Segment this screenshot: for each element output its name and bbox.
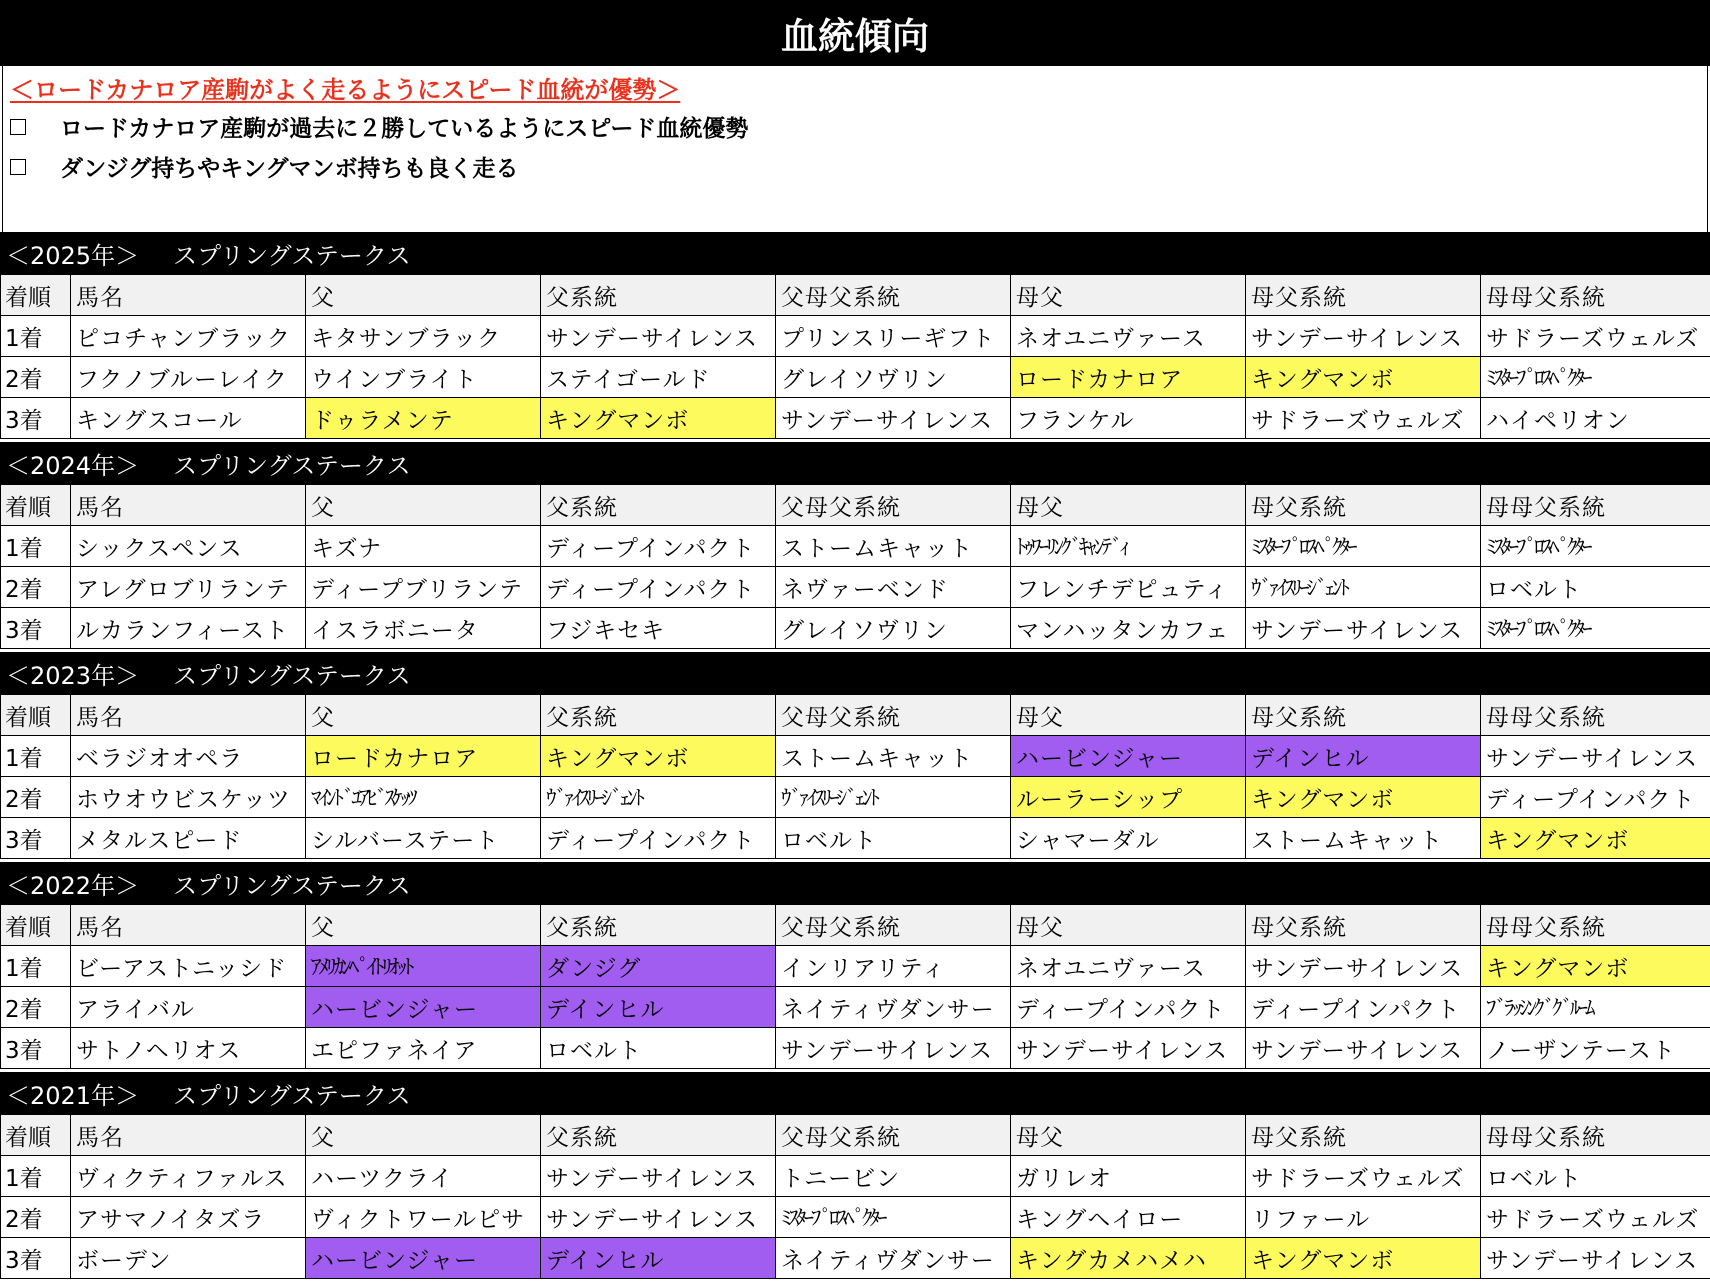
- pedigree-cell: ハービンジャー: [1011, 736, 1246, 777]
- pedigree-table: [0, 274, 1710, 439]
- pedigree-cell: キングマンボ: [1481, 818, 1710, 859]
- pedigree-cell: フレンチデピュティ: [1011, 567, 1246, 608]
- column-header: 父母父系統: [776, 485, 1011, 526]
- pedigree-cell: サンデーサイレンス: [541, 316, 776, 357]
- column-header: 母父: [1011, 905, 1246, 946]
- column-header: 着順: [1, 695, 71, 736]
- pedigree-cell: ネオユニヴァース: [1011, 946, 1246, 987]
- table-row: [1, 398, 1710, 439]
- rank-cell: 1着: [1, 526, 71, 567]
- year-header-bar: [0, 442, 1710, 484]
- column-header: 父母父系統: [776, 1115, 1011, 1156]
- horse-name-cell: アライバル: [71, 987, 306, 1028]
- table-row: [1, 987, 1710, 1028]
- race-name: スプリングステークス: [173, 451, 411, 480]
- column-header: 着順: [1, 275, 71, 316]
- table-row: [1, 1197, 1710, 1238]
- pedigree-cell: キングマンボ: [541, 736, 776, 777]
- column-header: 母父: [1011, 275, 1246, 316]
- pedigree-cell: ディープインパクト: [1481, 777, 1710, 818]
- race-name: スプリングステークス: [173, 1081, 411, 1110]
- horse-name-cell: ホウオウビスケッツ: [71, 777, 306, 818]
- pedigree-cell: プリンスリーギフト: [776, 316, 1011, 357]
- table-header-row: [1, 275, 1710, 316]
- pedigree-cell: ﾐｽﾀｰﾌﾟﾛｽﾍﾟｸﾀｰ: [1481, 608, 1710, 649]
- column-header: 父母父系統: [776, 695, 1011, 736]
- checkbox-icon: [10, 159, 26, 175]
- table-row: [1, 1238, 1710, 1279]
- pedigree-cell: ｱﾒﾘｶﾝﾍﾟｲﾄﾘｵｯﾄ: [306, 946, 541, 987]
- pedigree-cell: ルーラーシップ: [1011, 777, 1246, 818]
- pedigree-cell: リファール: [1246, 1197, 1481, 1238]
- horse-name-cell: キングスコール: [71, 398, 306, 439]
- rank-cell: 2着: [1, 567, 71, 608]
- pedigree-cell: キングヘイロー: [1011, 1197, 1246, 1238]
- column-header: 着順: [1, 1115, 71, 1156]
- rank-cell: 3着: [1, 608, 71, 649]
- pedigree-cell: グレイソヴリン: [776, 608, 1011, 649]
- column-header: 父: [306, 695, 541, 736]
- rank-cell: 3着: [1, 818, 71, 859]
- note-text: ロードカナロア産駒が過去に２勝しているようにスピード血統優勢: [60, 116, 749, 142]
- column-header: 母父: [1011, 1115, 1246, 1156]
- pedigree-cell: サンデーサイレンス: [541, 1156, 776, 1197]
- pedigree-cell: ｳﾞｧｲｽﾘｰｼﾞｪﾝﾄ: [541, 777, 776, 818]
- year-label: ＜2021年＞: [6, 1081, 140, 1110]
- table-row: [1, 736, 1710, 777]
- horse-name-cell: アサマノイタズラ: [71, 1197, 306, 1238]
- table-header-row: [1, 1115, 1710, 1156]
- table-row: [1, 357, 1710, 398]
- rank-cell: 3着: [1, 398, 71, 439]
- pedigree-cell: ディープインパクト: [1011, 987, 1246, 1028]
- horse-name-cell: サトノヘリオス: [71, 1028, 306, 1069]
- column-header: 母母父系統: [1481, 905, 1710, 946]
- pedigree-cell: ディープブリランテ: [306, 567, 541, 608]
- year-block: [0, 652, 1710, 859]
- table-row: [1, 818, 1710, 859]
- pedigree-cell: キングマンボ: [1246, 777, 1481, 818]
- pedigree-cell: キズナ: [306, 526, 541, 567]
- pedigree-cell: ｳﾞｧｲｽﾘｰｼﾞｪﾝﾄ: [1246, 567, 1481, 608]
- horse-name-cell: アレグロブリランテ: [71, 567, 306, 608]
- pedigree-cell: インリアリティ: [776, 946, 1011, 987]
- pedigree-cell: ストームキャット: [1246, 818, 1481, 859]
- column-header: 父: [306, 905, 541, 946]
- pedigree-cell: シルバーステート: [306, 818, 541, 859]
- column-header: 馬名: [71, 695, 306, 736]
- year-block: [0, 442, 1710, 649]
- year-label: ＜2022年＞: [6, 871, 140, 900]
- pedigree-cell: ロードカナロア: [1011, 357, 1246, 398]
- pedigree-cell: サンデーサイレンス: [776, 1028, 1011, 1069]
- pedigree-cell: ガリレオ: [1011, 1156, 1246, 1197]
- table-row: [1, 1156, 1710, 1197]
- pedigree-cell: ﾐｽﾀｰﾌﾟﾛｽﾍﾟｸﾀｰ: [1481, 526, 1710, 567]
- pedigree-cell: ステイゴールド: [541, 357, 776, 398]
- pedigree-cell: ディープインパクト: [541, 567, 776, 608]
- table-row: [1, 526, 1710, 567]
- column-header: 母父系統: [1246, 695, 1481, 736]
- race-name: スプリングステークス: [173, 871, 411, 900]
- column-header: 父: [306, 485, 541, 526]
- pedigree-cell: キングカメハメハ: [1011, 1238, 1246, 1279]
- year-header-bar: [0, 1072, 1710, 1114]
- pedigree-cell: ドゥラメンテ: [306, 398, 541, 439]
- race-name: スプリングステークス: [173, 661, 411, 690]
- column-header: 父系統: [541, 905, 776, 946]
- column-header: 着順: [1, 485, 71, 526]
- column-header: 父系統: [541, 485, 776, 526]
- pedigree-cell: ロードカナロア: [306, 736, 541, 777]
- column-header: 着順: [1, 905, 71, 946]
- pedigree-cell: ネヴァーベンド: [776, 567, 1011, 608]
- year-label: ＜2024年＞: [6, 451, 140, 480]
- horse-name-cell: ヴィクティファルス: [71, 1156, 306, 1197]
- pedigree-cell: ネオユニヴァース: [1011, 316, 1246, 357]
- pedigree-cell: ノーザンテースト: [1481, 1028, 1710, 1069]
- column-header: 母父系統: [1246, 1115, 1481, 1156]
- pedigree-cell: フジキセキ: [541, 608, 776, 649]
- year-label: ＜2023年＞: [6, 661, 140, 690]
- rank-cell: 1着: [1, 1156, 71, 1197]
- pedigree-cell: トニービン: [776, 1156, 1011, 1197]
- horse-name-cell: ビーアストニッシド: [71, 946, 306, 987]
- table-header-row: [1, 485, 1710, 526]
- rank-cell: 3着: [1, 1028, 71, 1069]
- pedigree-cell: キングマンボ: [1246, 357, 1481, 398]
- pedigree-cell: ｳﾞｧｲｽﾘｰｼﾞｪﾝﾄ: [776, 777, 1011, 818]
- column-header: 馬名: [71, 905, 306, 946]
- horse-name-cell: ルカランフィースト: [71, 608, 306, 649]
- table-row: [1, 1028, 1710, 1069]
- pedigree-cell: ネイティヴダンサー: [776, 1238, 1011, 1279]
- horse-name-cell: メタルスピード: [71, 818, 306, 859]
- pedigree-cell: ロベルト: [1481, 567, 1710, 608]
- pedigree-cell: ディープインパクト: [1246, 987, 1481, 1028]
- pedigree-cell: ロベルト: [1481, 1156, 1710, 1197]
- rank-cell: 3着: [1, 1238, 71, 1279]
- rank-cell: 1着: [1, 736, 71, 777]
- pedigree-cell: サンデーサイレンス: [1246, 608, 1481, 649]
- pedigree-cell: イスラボニータ: [306, 608, 541, 649]
- pedigree-cell: ダンジグ: [541, 946, 776, 987]
- column-header: 母父: [1011, 695, 1246, 736]
- pedigree-cell: エピファネイア: [306, 1028, 541, 1069]
- note-item: [10, 150, 519, 183]
- rank-cell: 2着: [1, 987, 71, 1028]
- column-header: 母父系統: [1246, 905, 1481, 946]
- pedigree-table: [0, 694, 1710, 859]
- table-row: [1, 946, 1710, 987]
- pedigree-cell: ﾐｽﾀｰﾌﾟﾛｽﾍﾟｸﾀｰ: [776, 1197, 1011, 1238]
- pedigree-table: [0, 904, 1710, 1069]
- table-header-row: [1, 695, 1710, 736]
- pedigree-cell: サンデーサイレンス: [541, 1197, 776, 1238]
- pedigree-cell: デインヒル: [541, 987, 776, 1028]
- column-header: 父系統: [541, 695, 776, 736]
- column-header: 父: [306, 275, 541, 316]
- year-block: [0, 1072, 1710, 1279]
- pedigree-cell: サンデーサイレンス: [1246, 1028, 1481, 1069]
- column-header: 父系統: [541, 275, 776, 316]
- pedigree-cell: キングマンボ: [541, 398, 776, 439]
- horse-name-cell: シックスペンス: [71, 526, 306, 567]
- pedigree-cell: サンデーサイレンス: [1246, 946, 1481, 987]
- horse-name-cell: ベラジオオペラ: [71, 736, 306, 777]
- checkbox-icon: [10, 119, 26, 135]
- pedigree-cell: ディープインパクト: [541, 818, 776, 859]
- rank-cell: 1着: [1, 316, 71, 357]
- table-header-row: [1, 905, 1710, 946]
- pedigree-cell: ディープインパクト: [541, 526, 776, 567]
- pedigree-cell: ウインブライト: [306, 357, 541, 398]
- pedigree-cell: デインヒル: [1246, 736, 1481, 777]
- pedigree-cell: サンデーサイレンス: [1011, 1028, 1246, 1069]
- headline: ＜ロードカナロア産駒がよく走るようにスピード血統が優勢＞: [10, 76, 681, 104]
- year-block: [0, 232, 1710, 439]
- pedigree-cell: ストームキャット: [776, 526, 1011, 567]
- column-header: 父母父系統: [776, 905, 1011, 946]
- pedigree-cell: キタサンブラック: [306, 316, 541, 357]
- year-header-bar: [0, 232, 1710, 274]
- column-header: 母母父系統: [1481, 275, 1710, 316]
- pedigree-cell: ﾏｲﾝﾄﾞﾕｱﾋﾞｽｹｯﾂ: [306, 777, 541, 818]
- summary-panel: [2, 66, 1708, 232]
- column-header: 馬名: [71, 485, 306, 526]
- pedigree-cell: グレイソヴリン: [776, 357, 1011, 398]
- pedigree-cell: キングマンボ: [1481, 946, 1710, 987]
- pedigree-cell: ヴィクトワールピサ: [306, 1197, 541, 1238]
- note-item: [10, 110, 748, 143]
- year-header-bar: [0, 862, 1710, 904]
- column-header: 父系統: [541, 1115, 776, 1156]
- pedigree-cell: ハービンジャー: [306, 1238, 541, 1279]
- pedigree-cell: デインヒル: [541, 1238, 776, 1279]
- rank-cell: 1着: [1, 946, 71, 987]
- rank-cell: 2着: [1, 777, 71, 818]
- pedigree-cell: サンデーサイレンス: [1481, 1238, 1710, 1279]
- column-header: 馬名: [71, 275, 306, 316]
- pedigree-cell: ストームキャット: [776, 736, 1011, 777]
- column-header: 母父系統: [1246, 275, 1481, 316]
- column-header: 馬名: [71, 1115, 306, 1156]
- pedigree-cell: マンハッタンカフェ: [1011, 608, 1246, 649]
- rank-cell: 2着: [1, 1197, 71, 1238]
- column-header: 母母父系統: [1481, 485, 1710, 526]
- pedigree-cell: キングマンボ: [1246, 1238, 1481, 1279]
- rank-cell: 2着: [1, 357, 71, 398]
- year-block: [0, 862, 1710, 1069]
- horse-name-cell: フクノブルーレイク: [71, 357, 306, 398]
- pedigree-cell: サドラーズウェルズ: [1246, 1156, 1481, 1197]
- column-header: 母母父系統: [1481, 1115, 1710, 1156]
- table-row: [1, 777, 1710, 818]
- column-header: 母父系統: [1246, 485, 1481, 526]
- pedigree-cell: ﾌﾞﾗｯｼﾝｸﾞｸﾞﾙｰﾑ: [1481, 987, 1710, 1028]
- pedigree-cell: ハイペリオン: [1481, 398, 1710, 439]
- pedigree-cell: ロベルト: [776, 818, 1011, 859]
- pedigree-cell: サンデーサイレンス: [1246, 316, 1481, 357]
- pedigree-cell: フランケル: [1011, 398, 1246, 439]
- pedigree-cell: シャマーダル: [1011, 818, 1246, 859]
- pedigree-cell: サンデーサイレンス: [776, 398, 1011, 439]
- column-header: 母母父系統: [1481, 695, 1710, 736]
- horse-name-cell: ボーデン: [71, 1238, 306, 1279]
- pedigree-cell: サドラーズウェルズ: [1246, 398, 1481, 439]
- column-header: 父母父系統: [776, 275, 1011, 316]
- table-row: [1, 567, 1710, 608]
- race-name: スプリングステークス: [173, 241, 411, 270]
- pedigree-table: [0, 1114, 1710, 1279]
- table-row: [1, 608, 1710, 649]
- pedigree-cell: ロベルト: [541, 1028, 776, 1069]
- pedigree-cell: ハービンジャー: [306, 987, 541, 1028]
- year-header-bar: [0, 652, 1710, 694]
- pedigree-table: [0, 484, 1710, 649]
- horse-name-cell: ピコチャンブラック: [71, 316, 306, 357]
- note-text: ダンジグ持ちやキングマンボ持ちも良く走る: [60, 156, 519, 182]
- pedigree-cell: ﾄｩﾜｰﾘﾝｸﾞｷｬﾝﾃﾞｨ: [1011, 526, 1246, 567]
- column-header: 父: [306, 1115, 541, 1156]
- pedigree-cell: ﾐｽﾀｰﾌﾟﾛｽﾍﾟｸﾀｰ: [1246, 526, 1481, 567]
- pedigree-cell: ﾐｽﾀｰﾌﾟﾛｽﾍﾟｸﾀｰ: [1481, 357, 1710, 398]
- page-title: 血統傾向: [0, 0, 1710, 66]
- pedigree-cell: サンデーサイレンス: [1481, 736, 1710, 777]
- column-header: 母父: [1011, 485, 1246, 526]
- pedigree-cell: ネイティヴダンサー: [776, 987, 1011, 1028]
- year-label: ＜2025年＞: [6, 241, 140, 270]
- pedigree-cell: サドラーズウェルズ: [1481, 1197, 1710, 1238]
- table-row: [1, 316, 1710, 357]
- pedigree-cell: サドラーズウェルズ: [1481, 316, 1710, 357]
- pedigree-cell: ハーツクライ: [306, 1156, 541, 1197]
